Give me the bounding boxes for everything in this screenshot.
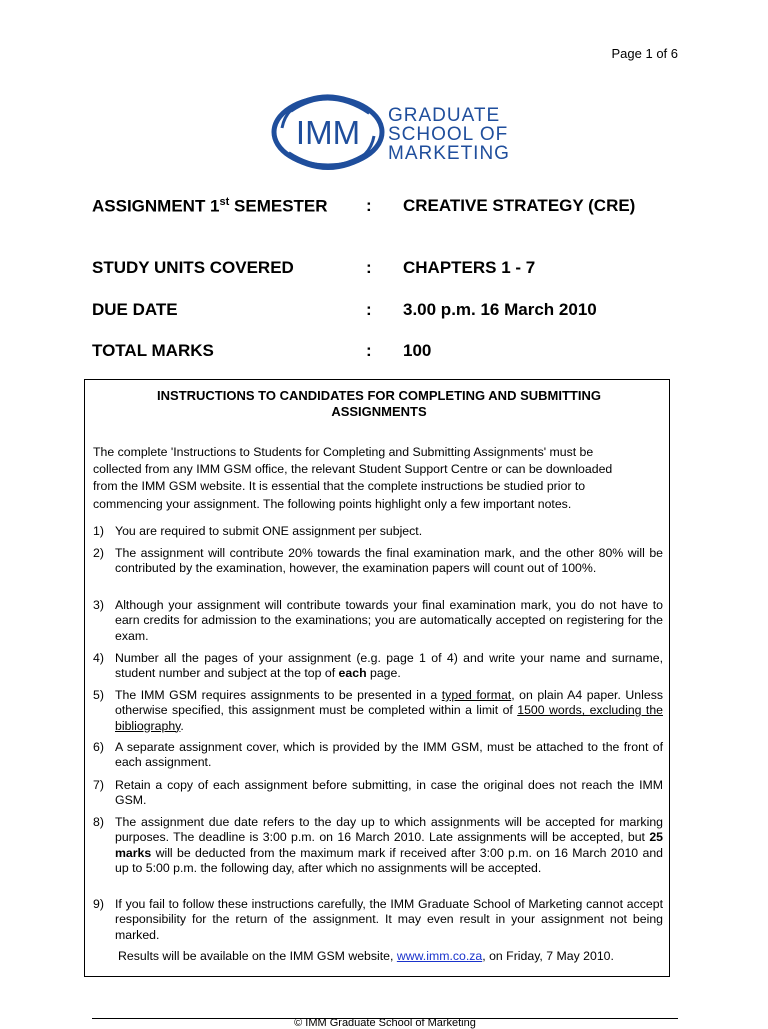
due-date-value: 3.00 p.m. 16 March 2010 (403, 300, 597, 319)
assignment-value: CREATIVE STRATEGY (CRE) (403, 196, 636, 215)
imm-logo (270, 88, 510, 178)
study-units-label: STUDY UNITS COVERED (92, 258, 294, 277)
due-date-colon: : (366, 300, 372, 319)
total-marks-label: TOTAL MARKS (92, 341, 214, 360)
instructions-box: INSTRUCTIONS TO CANDIDATES FOR COMPLETING AND SUBMITTING ASSIGNMENTS The complete 'Instructions to Students for Completing and Submitting Assignments' must be collected from any IMM GSM office, the relevant Student Support Centre or can be downloaded from the IMM GSM website. It is essential that the complete instructions be studied prior to commencing your assignment. The following points highlight only a few important notes. 1) You are required to submit ONE assignment per subject. 2) The assignment will contribute 20% towards the final examination mark, and the other 80% will be contributed by the examination, however, the examination papers will count out of 100%. 3) Although your assignment will contribute towards your final examination mark, you do not have to earn credits for admission to the examinations; you are automatically accepted on registering for the exam. 4) Number all the pages of your assignment (e.g. page 1 of 4) and write your name and surname, student number and subject at the top of each page. 5) The IMM GSM requires assignments to be presented in a typed format, on plain A4 paper. Unless otherwise specified, this assignment must be completed within a limit of 1500 words, excluding the bibliography. 6) A separate assignment cover, which is provided by the IMM GSM, must be attached to the front of each assignment. 7) Retain a copy of each assignment before submitting, in case the original does not reach the IMM GSM. 8) The assignment due date refers to the day up to which assignments will be accepted for marking purposes. The deadline is 3:00 p.m. on 16 March 2010. Late assignments will be accepted, but 25 marks will be deducted from the maximum mark if received after 3:00 p.m. on 16 March 2010 and up to 5:00 p.m. the following day, after which no assignments will be accepted. 9) If you fail to follow these instructions carefully, the IMM Graduate School of Marketing cannot accept responsibility for the return of the assignment. It may even result in your assignment not being marked. Results will be available on the IMM GSM website, www.imm.co.za, on Friday, 7 May 2010. (84, 379, 670, 977)
instructions-title: INSTRUCTIONS TO CANDIDATES FOR COMPLETING AND SUBMITTING ASSIGNMENTS (157, 388, 601, 419)
assignment-colon: : (366, 196, 372, 215)
total-marks-value: 100 (403, 341, 432, 360)
assignment-label: ASSIGNMENT 1st SEMESTER (92, 196, 328, 216)
logo-line-3: MARKETING (388, 143, 510, 164)
imm-website-link[interactable]: www.imm.co.za (396, 949, 483, 963)
due-date-label: DUE DATE (92, 300, 178, 319)
page-number: Page 1 of 6 (611, 46, 678, 61)
logo-acronym: IMM (295, 114, 361, 151)
logo-line-2: SCHOOL OF (388, 124, 509, 145)
imm-logo-graphic (270, 88, 510, 178)
study-units-colon: : (366, 258, 372, 277)
logo-line-1: GRADUATE (388, 105, 501, 126)
total-marks-colon: : (366, 341, 372, 360)
study-units-value: CHAPTERS 1 - 7 (403, 258, 536, 277)
instructions-intro: The complete 'Instructions to Students for Completing and Submitting Assignments' must be collected from any IMM GSM office, the relevant Student Support Centre or can be downloaded from the IMM GSM website. It is essential that the complete instructions be studied prior to commencing your assignment. The following points highlight only a few important notes. (93, 445, 613, 511)
results-note: Results will be available on the IMM GSM website, www.imm.co.za, on Friday, 7 May 2010. (118, 949, 614, 963)
footer-copyright: © IMM Graduate School of Marketing (294, 1017, 476, 1029)
